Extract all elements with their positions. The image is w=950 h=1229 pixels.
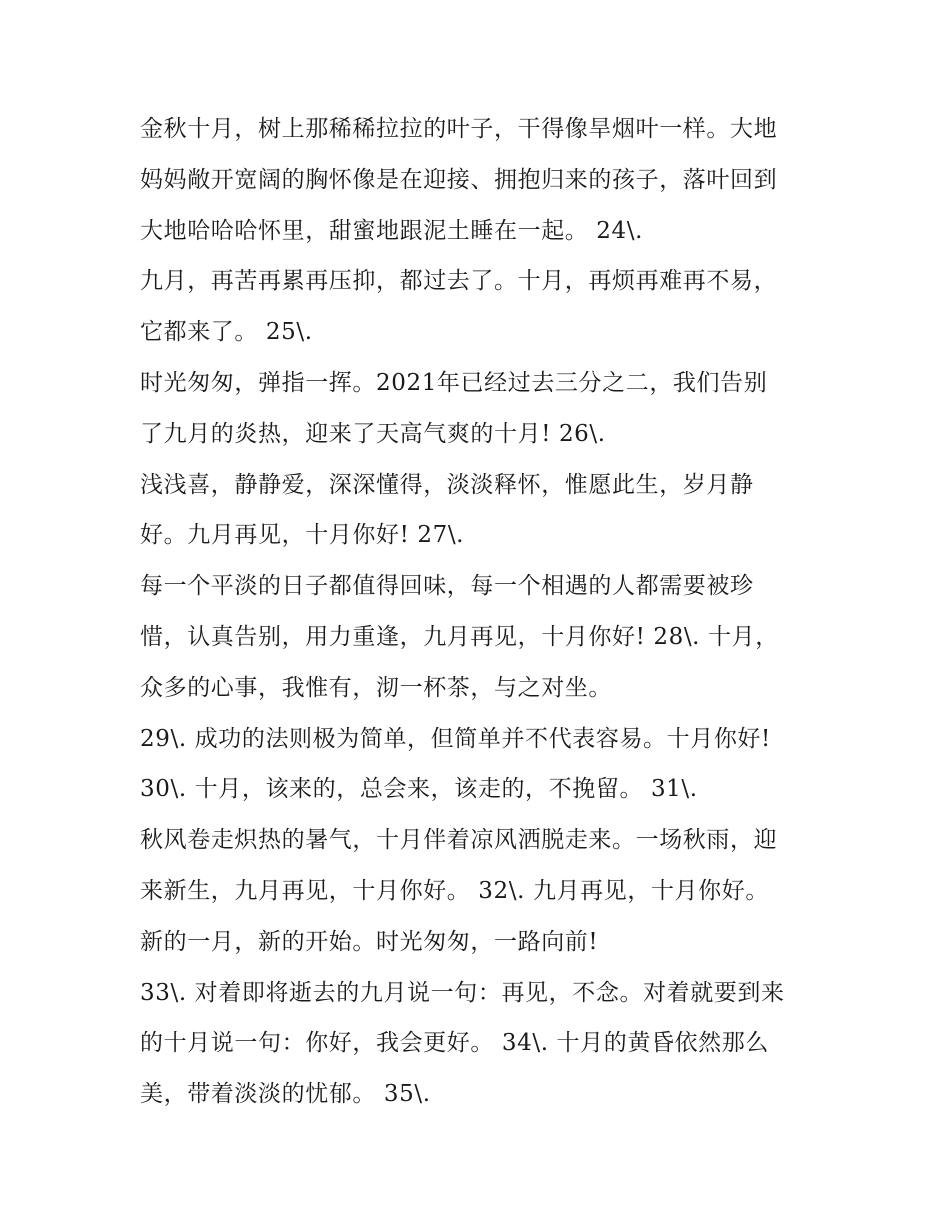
text-line: 时光匆匆，弹指一挥。2021年已经过去三分之二，我们告别 (140, 369, 768, 396)
text-line: 惜，认真告别，用力重逢，九月再见，十月你好! 28\. 十月， (140, 623, 779, 650)
text-line: 来新生，九月再见，十月你好。 32\. 九月再见，十月你好。 (140, 877, 769, 904)
text-line: 金秋十月，树上那稀稀拉拉的叶子，干得像旱烟叶一样。大地 (140, 116, 778, 142)
text-line: 了九月的炎热，迎来了天高气爽的十月! 26\. (140, 420, 606, 447)
text-line: 秋风卷走炽热的暑气，十月伴着凉风洒脱走来。一场秋雨，迎 (140, 827, 778, 854)
text-line: 妈妈敞开宽阔的胸怀像是在迎接、拥抱归来的孩子，落叶回到 (140, 166, 778, 193)
text-line: 每一个平淡的日子都值得回味，每一个相遇的人都需要被珍 (140, 573, 754, 600)
text-line: 九月，再苦再累再压抑，都过去了。十月，再烦再难再不易， (140, 268, 778, 295)
body-text (140, 104, 830, 1120)
text-line: 30\. 十月，该来的，总会来，该走的，不挽留。 31\. (140, 776, 698, 803)
text-line: 大地哈哈哈怀里，甜蜜地跟泥土睡在一起。 24\. (140, 217, 644, 244)
text-line: 新的一月，新的开始。时光匆匆，一路向前! (140, 928, 599, 955)
text-line: 33\. 对着即将逝去的九月说一句：再见，不念。对着就要到来 (140, 979, 785, 1006)
text-line: 的十月说一句：你好，我会更好。 34\. 十月的黄昏依然那么 (140, 1030, 769, 1057)
text-line: 众多的心事，我惟有，沏一杯茶，与之对坐。 (140, 674, 612, 701)
text-line: 29\. 成功的法则极为简单，但简单并不代表容易。十月你好! (140, 725, 771, 752)
text-line: 好。九月再见，十月你好! 27\. (140, 522, 465, 549)
text-line: 浅浅喜，静静爱，深深懂得，淡淡释怀，惟愿此生，岁月静 (140, 471, 754, 498)
text-line: 美，带着淡淡的忧郁。 35\. (140, 1081, 431, 1108)
text-line: 它都来了。 25\. (140, 319, 313, 346)
